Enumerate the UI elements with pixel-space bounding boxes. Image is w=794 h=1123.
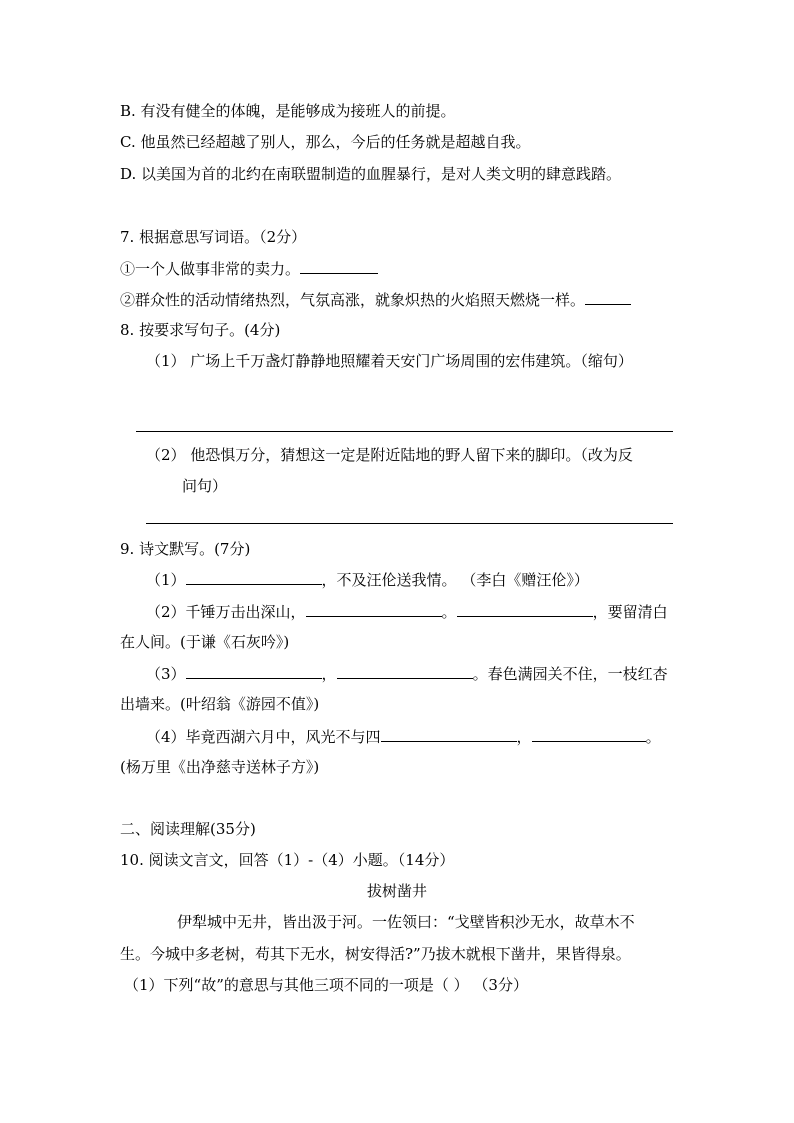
q9-poem-1-number: （1） [146,571,186,589]
q9-poem-1-blank[interactable] [186,569,322,585]
q9-poem-3-line2: 出墙来。(叶绍翁《游园不值》) [120,695,320,713]
q8-sentence-1: （1） 广场上千万盏灯静静地照耀着天安门广场周围的宏伟建筑。（缩句） [146,352,633,370]
q7-item-2-text: ②群众性的活动情绪热烈，气氛高涨，就象炽热的火焰照天燃烧一样。 [120,291,586,309]
q9-poem-2-text: （2）千锤万击出深山， [146,603,306,621]
q6-option-b: B. 有没有健全的体魄，是能够成为接班人的前提。 [120,102,456,120]
q8-answer-line-2[interactable] [146,523,673,524]
q9-poem-2-tail: ，要留清白 [592,603,668,621]
q7-item-1 [120,258,378,279]
q8-sentence-2-line1: （2） 他恐惧万分，猜想这一定是附近陆地的野人留下来的脚印。（改为反 [146,446,633,464]
q9-poem-2-blank-2[interactable] [457,601,593,617]
q9-poem-4-tail: 。 [645,728,661,746]
q7-answer-blank-1[interactable] [300,258,378,274]
q9-poem-1 [146,569,589,590]
q7-item-1-text: ①一个人做事非常的卖力。 [120,260,301,278]
q9-poem-4 [146,726,661,747]
q9-poem-2-line2: 在人间。(于谦《石灰吟》) [120,633,290,651]
passage-line-1: 伊犁城中无井，皆出汲于河。一佐领曰：“戈壁皆积沙无水，故草木不 [177,913,635,931]
passage-title: 拔树凿井 [366,882,427,900]
q7-answer-blank-2[interactable] [585,289,631,305]
q9-poem-2 [146,601,668,622]
q6-option-d: D. 以美国为首的北约在南联盟制造的血腥暴行，是对人类文明的肆意践踏。 [120,165,622,183]
q9-poem-3 [146,663,668,684]
q9-poem-3-blank-2[interactable] [337,663,473,679]
q9-poem-3-blank-1[interactable] [186,663,322,679]
q9-poem-4-punct: ， [516,728,532,746]
q9-title: 9. 诗文默写。(7分) [120,540,251,558]
q6-option-c: C. 他虽然已经超越了别人，那么，今后的任务就是超越自我。 [120,133,531,151]
q9-poem-3-number: （3） [146,665,186,683]
q7-item-2 [120,289,631,310]
q10-sub-question-1: （1）下列“故”的意思与其他三项不同的一项是（ ） （3分） [124,976,528,994]
q9-poem-2-punct: 。 [441,603,457,621]
q8-answer-line-1[interactable] [136,431,673,432]
q9-poem-1-text: ，不及汪伦送我情。 （李白《赠汪伦》） [321,571,589,589]
q9-poem-2-blank-1[interactable] [306,601,442,617]
q10-title: 10. 阅读文言文，回答（1）-（4）小题。（14分） [120,851,455,869]
q9-poem-3-punct: ， [321,665,337,683]
q7-title: 7. 根据意思写词语。（2分） [120,228,307,246]
section-2-title: 二、阅读理解(35分) [120,820,256,838]
q9-poem-4-line2: (杨万里《出净慈寺送林子方》) [120,758,320,776]
q9-poem-4-text: （4）毕竟西湖六月中，风光不与四 [146,728,381,746]
q9-poem-3-tail: 。春色满园关不住，一枝红杏 [472,665,668,683]
passage-line-2: 生。今城中多老树，苟其下无水，树安得活?”乃拔木就根下凿井，果皆得泉。 [120,945,631,963]
q8-title: 8. 按要求写句子。(4分) [120,321,281,339]
q9-poem-4-blank-2[interactable] [532,726,646,742]
q8-sentence-2-line2: 问句） [182,477,228,495]
q9-poem-4-blank-1[interactable] [381,726,517,742]
